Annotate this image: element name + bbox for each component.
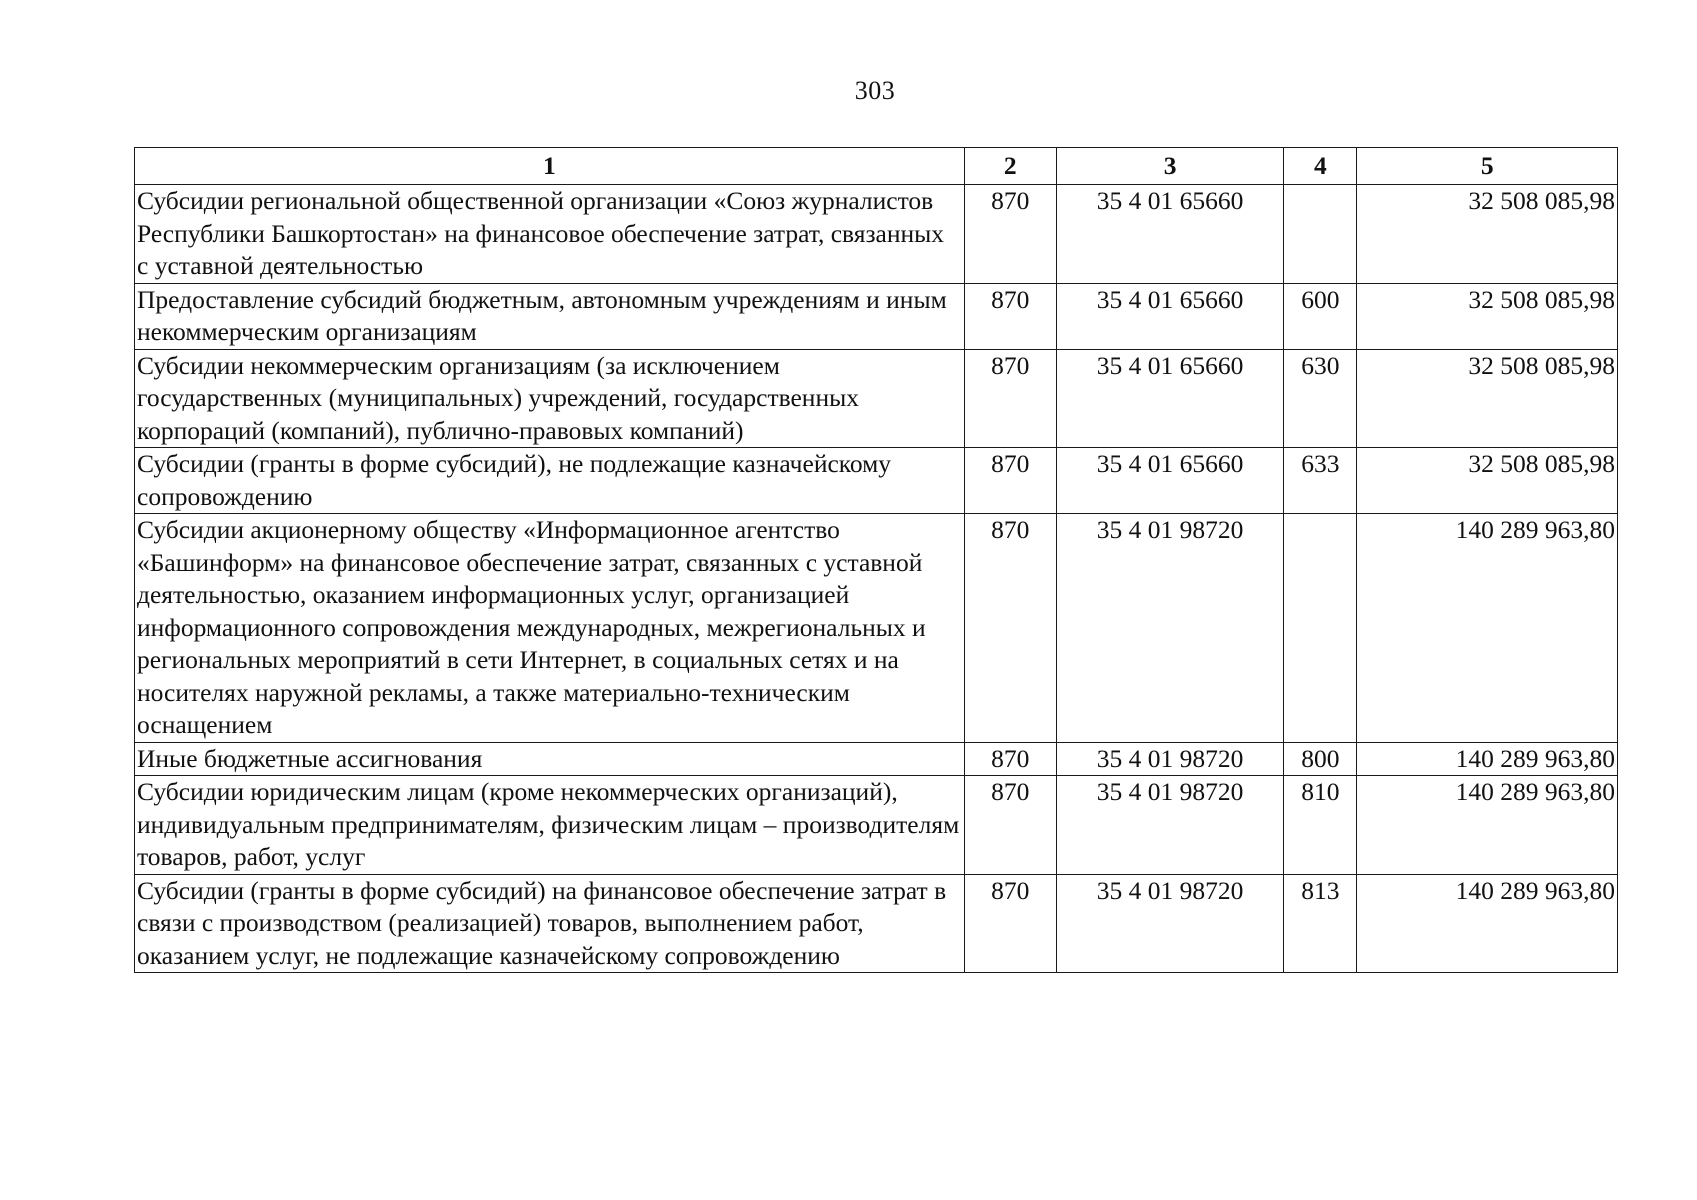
page-number: 303 — [854, 76, 896, 105]
expense-type-cell — [1284, 514, 1357, 743]
target-article-cell: 35 4 01 65660 — [1056, 349, 1283, 448]
budget-table — [134, 147, 1618, 973]
expense-type-cell: 633 — [1284, 448, 1357, 514]
target-article-cell: 35 4 01 65660 — [1056, 185, 1283, 284]
amount-cell: 140 289 963,80 — [1357, 514, 1618, 743]
table-row — [135, 776, 1618, 875]
amount-cell: 140 289 963,80 — [1357, 742, 1618, 776]
item-name-cell: Субсидии (гранты в форме субсидий) на финансовое обеспечение затрат в связи с производством (реализацией) товаров, выполнением работ, оказанием услуг, не подлежащие казначейскому сопровождению — [135, 874, 965, 973]
department-code-cell: 870 — [964, 874, 1056, 973]
expense-type-cell: 600 — [1284, 283, 1357, 349]
target-article-cell: 35 4 01 98720 — [1056, 776, 1283, 875]
department-code-cell: 870 — [964, 349, 1056, 448]
table-row — [135, 448, 1618, 514]
amount-cell: 32 508 085,98 — [1357, 283, 1618, 349]
column-header-1: 1 — [135, 148, 965, 185]
item-name-cell: Субсидии региональной общественной организации «Союз журналистов Республики Башкортостан» на финансовое обеспечение затрат, связанных с уставной деятельностью — [135, 185, 965, 284]
expense-type-cell: 630 — [1284, 349, 1357, 448]
column-header-3: 3 — [1056, 148, 1283, 185]
amount-cell: 32 508 085,98 — [1357, 448, 1618, 514]
table-row — [135, 283, 1618, 349]
department-code-cell: 870 — [964, 742, 1056, 776]
item-name-cell: Иные бюджетные ассигнования — [135, 742, 965, 776]
item-name-cell: Субсидии акционерному обществу «Информационное агентство «Башинформ» на финансовое обеспечение затрат, связанных с уставной деятельностью, оказанием информационных услуг, организацией информационного сопровождения международных, межрегиональных и региональных мероприятий в сети Интернет, в социальных сетях и на носителях наружной рекламы, а также материально-техническим оснащением — [135, 514, 965, 743]
target-article-cell: 35 4 01 98720 — [1056, 514, 1283, 743]
item-name-cell: Субсидии (гранты в форме субсидий), не подлежащие казначейскому сопровождению — [135, 448, 965, 514]
column-header-4: 4 — [1284, 148, 1357, 185]
amount-cell: 140 289 963,80 — [1357, 874, 1618, 973]
table-row — [135, 185, 1618, 284]
department-code-cell: 870 — [964, 514, 1056, 743]
table-row — [135, 349, 1618, 448]
expense-type-cell: 800 — [1284, 742, 1357, 776]
column-header-2: 2 — [964, 148, 1056, 185]
column-header-5: 5 — [1357, 148, 1618, 185]
target-article-cell: 35 4 01 65660 — [1056, 448, 1283, 514]
table-row — [135, 742, 1618, 776]
amount-cell: 140 289 963,80 — [1357, 776, 1618, 875]
department-code-cell: 870 — [964, 776, 1056, 875]
amount-cell: 32 508 085,98 — [1357, 185, 1618, 284]
target-article-cell: 35 4 01 98720 — [1056, 874, 1283, 973]
department-code-cell: 870 — [964, 283, 1056, 349]
department-code-cell: 870 — [964, 185, 1056, 284]
item-name-cell: Субсидии некоммерческим организациям (за исключением государственных (муниципальных) учреждений, государственных корпораций (компаний), публично-правовых компаний) — [135, 349, 965, 448]
table-row — [135, 514, 1618, 743]
table-row — [135, 874, 1618, 973]
target-article-cell: 35 4 01 98720 — [1056, 742, 1283, 776]
expense-type-cell — [1284, 185, 1357, 284]
expense-type-cell: 810 — [1284, 776, 1357, 875]
item-name-cell: Субсидии юридическим лицам (кроме некоммерческих организаций), индивидуальным предпринимателям, физическим лицам – производителям товаров, работ, услуг — [135, 776, 965, 875]
amount-cell: 32 508 085,98 — [1357, 349, 1618, 448]
table-header-row — [135, 148, 1618, 185]
item-name-cell: Предоставление субсидий бюджетным, автономным учреждениям и иным некоммерческим организациям — [135, 283, 965, 349]
target-article-cell: 35 4 01 65660 — [1056, 283, 1283, 349]
department-code-cell: 870 — [964, 448, 1056, 514]
expense-type-cell: 813 — [1284, 874, 1357, 973]
